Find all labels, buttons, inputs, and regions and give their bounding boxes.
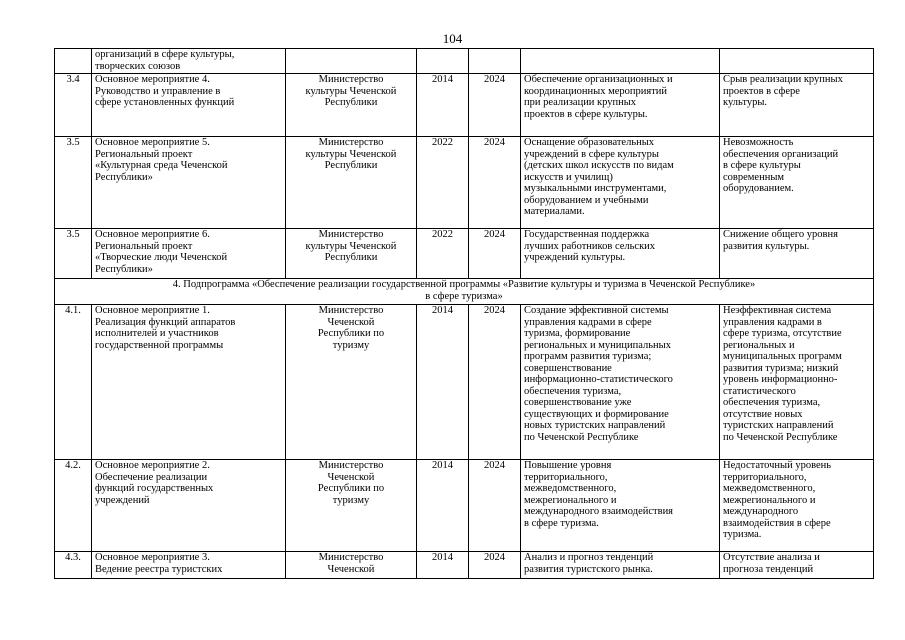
executor-cell — [286, 49, 417, 74]
event-cell: Основное мероприятие 5. Региональный проект «Культурная среда Чеченской Республики» — [92, 137, 286, 229]
event-cell: Основное мероприятие 6. Региональный проект «Творческие люди Чеченской Республики» — [92, 229, 286, 279]
start-year-cell: 2014 — [417, 460, 469, 552]
executor-cell: Министерство культуры Чеченской Республики — [286, 137, 417, 229]
row-number: 4.1. — [55, 305, 92, 460]
row-number: 4.3. — [55, 552, 92, 579]
consequence-cell: Недостаточный уровень территориального, межведомственного, межрегионального и международного взаимодействия в сфере туризма. — [720, 460, 874, 552]
consequence-cell: Неэффективная система управления кадрами в сфере туризма, отсутствие региональных и муниципальных программ развития туризма; низкий уровень информационно- статистического обеспечения туризма, отсутствие новых туристских направлений по Чеченской Республике — [720, 305, 874, 460]
consequence-cell: Срыв реализации крупных проектов в сфере культуры. — [720, 74, 874, 137]
executor-cell: Министерство Чеченской Республики по туризму — [286, 305, 417, 460]
end-year-cell: 2024 — [469, 305, 521, 460]
start-year-cell: 2022 — [417, 229, 469, 279]
result-cell: Повышение уровня территориального, межведомственного, межрегионального и международного взаимодействия в сфере туризма. — [521, 460, 720, 552]
row-number: 3.5 — [55, 137, 92, 229]
row-number: 4.2. — [55, 460, 92, 552]
executor-cell: Министерство Чеченской — [286, 552, 417, 579]
table-row — [55, 137, 874, 229]
row-number — [55, 49, 92, 74]
consequence-cell: Невозможность обеспечения организаций в сфере культуры современным оборудованием. — [720, 137, 874, 229]
result-cell: Обеспечение организационных и координационных мероприятий при реализации крупных проектов в сфере культуры. — [521, 74, 720, 137]
executor-cell: Министерство культуры Чеченской Республики — [286, 74, 417, 137]
event-cell: Основное мероприятие 1. Реализация функций аппаратов исполнителей и участников государственной программы — [92, 305, 286, 460]
section-heading-row — [55, 279, 874, 305]
executor-cell: Министерство культуры Чеченской Республики — [286, 229, 417, 279]
end-year-cell: 2024 — [469, 460, 521, 552]
event-cell: организаций в сфере культуры, творческих союзов — [92, 49, 286, 74]
end-year-cell: 2024 — [469, 74, 521, 137]
result-cell: Создание эффективной системы управления кадрами в сфере туризма, формирование региональных и муниципальных программ развития туризма; совершенствование информационно-статистического обеспечения туризма, совершенствование уже существующих и формирование новых туристских направлений по Чеченской Республике — [521, 305, 720, 460]
row-number: 3.4 — [55, 74, 92, 137]
consequence-cell — [720, 49, 874, 74]
event-cell: Основное мероприятие 4. Руководство и управление в сфере установленных функций — [92, 74, 286, 137]
start-year-cell: 2022 — [417, 137, 469, 229]
table-row — [55, 229, 874, 279]
table-row — [55, 49, 874, 74]
table-row — [55, 74, 874, 137]
end-year-cell — [469, 49, 521, 74]
page-number: 104 — [442, 31, 463, 46]
table-row — [55, 460, 874, 552]
result-cell — [521, 49, 720, 74]
consequence-cell: Снижение общего уровня развития культуры. — [720, 229, 874, 279]
start-year-cell: 2014 — [417, 552, 469, 579]
end-year-cell: 2024 — [469, 552, 521, 579]
start-year-cell — [417, 49, 469, 74]
table-row — [55, 305, 874, 460]
row-number: 3.5 — [55, 229, 92, 279]
start-year-cell: 2014 — [417, 74, 469, 137]
event-cell: Основное мероприятие 2. Обеспечение реализации функций государственных учреждений — [92, 460, 286, 552]
result-cell: Анализ и прогноз тенденций развития туристского рынка. — [521, 552, 720, 579]
end-year-cell: 2024 — [469, 229, 521, 279]
subprogram-heading: 4. Подпрограмма «Обеспечение реализации государственной программы «Развитие культуры и туризма в Чеченской Республике» в сфере туризма» — [55, 279, 874, 305]
end-year-cell: 2024 — [469, 137, 521, 229]
program-activities-table — [54, 48, 874, 579]
result-cell: Оснащение образовательных учреждений в сфере культуры (детских школ искусств по видам искусств и училищ) музыкальными инструментами, оборудованием и учебными материалами. — [521, 137, 720, 229]
result-cell: Государственная поддержка лучших работников сельских учреждений культуры. — [521, 229, 720, 279]
table-row — [55, 552, 874, 579]
event-cell: Основное мероприятие 3. Ведение реестра туристских — [92, 552, 286, 579]
consequence-cell: Отсутствие анализа и прогноза тенденций — [720, 552, 874, 579]
start-year-cell: 2014 — [417, 305, 469, 460]
executor-cell: Министерство Чеченской Республики по туризму — [286, 460, 417, 552]
